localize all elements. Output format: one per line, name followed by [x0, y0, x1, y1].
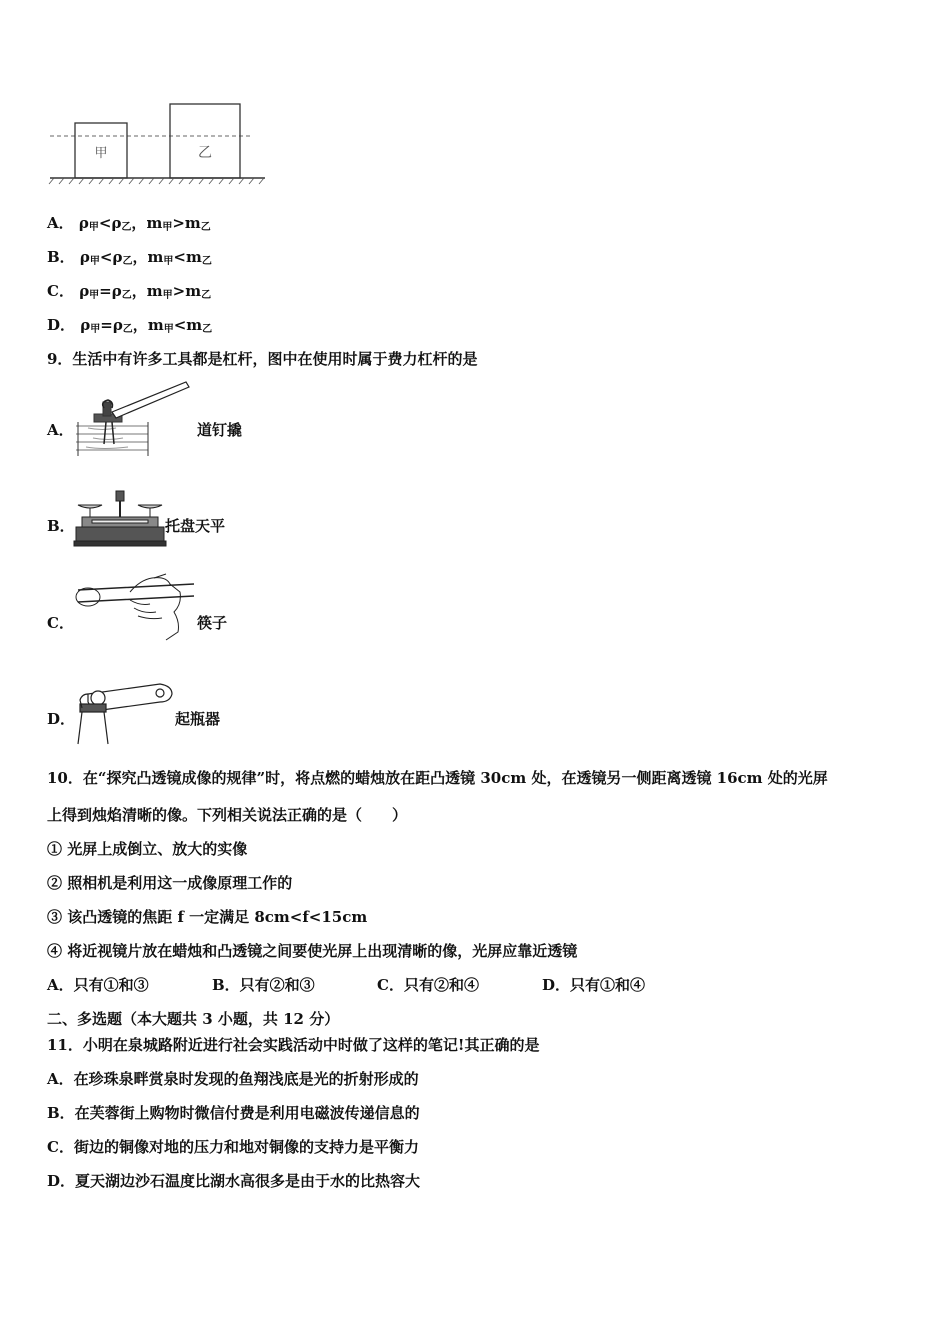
chopsticks-image: [70, 570, 198, 642]
bottle-opener-image: [68, 680, 178, 746]
q11-option-b: B．在芙蓉街上购物时微信付费是利用电磁波传递信息的: [47, 1104, 420, 1122]
q9-option-c-letter: C．: [47, 614, 74, 632]
q10-choice-c: C．只有②和④: [377, 976, 479, 994]
q11-stem: 11．小明在泉城路附近进行社会实践活动中时做了这样的笔记!其正确的是: [47, 1036, 540, 1054]
q10-statement-2: ② 照相机是利用这一成像原理工作的: [47, 874, 293, 892]
block-jia-label: 甲: [94, 146, 108, 161]
q9-option-d-letter: D．: [47, 710, 76, 728]
q9-stem: 9．生活中有许多工具都是杠杆，图中在使用时属于费力杠杆的是: [47, 350, 478, 368]
q10-stem-line1: 10．在“探究凸透镜成像的规律”时，将点燃的蜡烛放在距凸透镜 30cm 处，在透镜另一侧距离透镜 16cm 处的光屏: [47, 769, 828, 787]
q11-option-c: C．街边的铜像对地的压力和地对铜像的支持力是平衡力: [47, 1138, 419, 1156]
q9-option-d-label: 起瓶器: [175, 710, 221, 728]
q9-option-c-label: 筷子: [197, 614, 228, 632]
q10-choice-a: A．只有①和③: [47, 976, 149, 994]
spike-puller-image: [68, 378, 198, 460]
q11-option-d: D．夏天湖边沙石温度比湖水高很多是由于水的比热容大: [47, 1172, 421, 1190]
q8-option-a: A． $\rho_甲<\rho_乙$，$m_甲>m_乙$: [47, 214, 211, 233]
block-yi: [170, 104, 240, 178]
q10-choice-b: B．只有②和③: [212, 976, 315, 994]
q9-option-b-letter: B．: [47, 517, 75, 535]
q8-option-c: C． $\rho_甲=\rho_乙$，$m_甲>m_乙$: [47, 282, 212, 301]
q9-option-b-label: 托盘天平: [165, 517, 226, 535]
q10-statement-3: ③ 该凸透镜的焦距 f 一定满足 8cm<f<15cm: [47, 908, 368, 926]
q9-option-a-letter: A．: [47, 421, 74, 439]
q10-stem-line2: 上得到烛焰清晰的像。下列相关说法正确的是（ ）: [47, 806, 408, 824]
q8-option-b: B． $\rho_甲<\rho_乙$，$m_甲<m_乙$: [47, 248, 212, 267]
q10-statement-4: ④ 将近视镜片放在蜡烛和凸透镜之间要使光屏上出现清晰的像，光屏应靠近透镜: [47, 942, 578, 960]
q10-statement-1: ① 光屏上成倒立、放大的实像: [47, 840, 248, 858]
q11-option-a: A．在珍珠泉畔赏泉时发现的鱼翔浅底是光的折射形成的: [47, 1070, 419, 1088]
q10-choice-d: D．只有①和④: [542, 976, 646, 994]
blocks-figure: [40, 95, 270, 187]
q9-option-a-label: 道钉撬: [197, 421, 243, 439]
q8-option-d: D． $\rho_甲=\rho_乙$，$m_甲<m_乙$: [47, 316, 213, 335]
section-title: 二、多选题（本大题共 3 小题，共 12 分）: [47, 1010, 340, 1028]
block-yi-label: 乙: [198, 145, 212, 161]
tray-balance-image: [70, 487, 170, 549]
